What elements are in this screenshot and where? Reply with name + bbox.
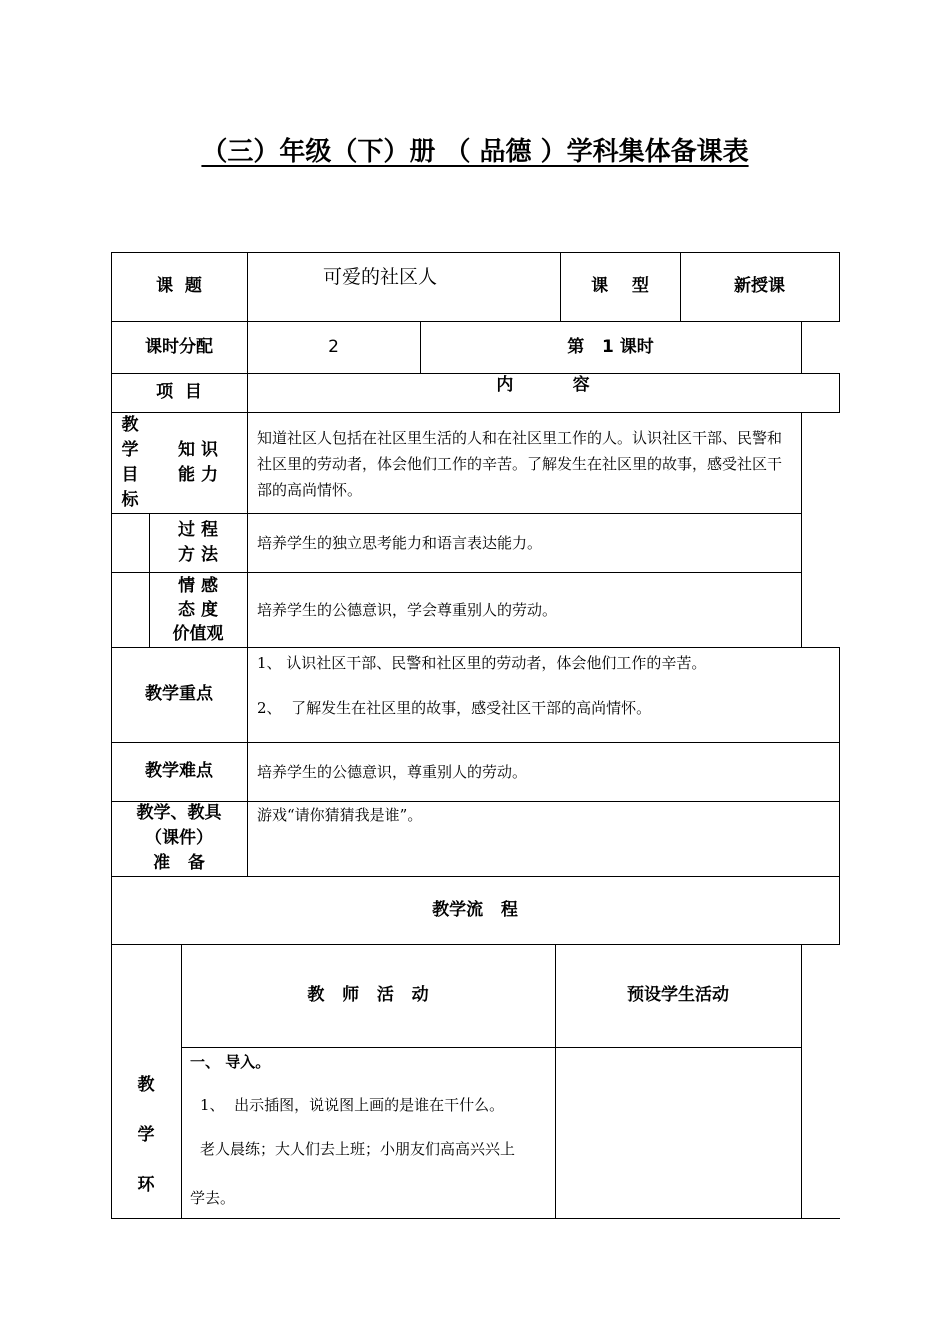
current-hour: 第 1 课时: [567, 336, 654, 357]
page-title: （三）年级（下）册 （ 品德 ）学科集体备课表: [201, 137, 749, 167]
difficulty-label: 教学难点: [145, 761, 213, 782]
prep-text: 游戏“请你猜猜我是谁”。: [257, 806, 423, 824]
table-border: [181, 1047, 801, 1048]
content-header: 内 容: [496, 374, 590, 395]
difficulty-text: 培养学生的公德意识，尊重别人的劳动。: [257, 763, 528, 781]
topic-label: 课 题: [156, 276, 202, 297]
teacher-activity-header: 教 师 活 动: [307, 985, 429, 1006]
knowledge-text: 知道社区人包括在社区里生活的人和在社区里工作的人。认识社区干部、民警和社区里的劳动者，体会他们工作的辛苦。了解发生在社区里的故事，感受社区干部的高尚情怀。: [257, 429, 783, 499]
objectives-group-label: 教 学 目 标: [121, 414, 139, 510]
item-header: 项 目: [156, 382, 202, 403]
attitude-label: 情 感 态 度 价值观: [172, 575, 224, 644]
hours-label: 课时分配: [145, 336, 213, 357]
teacher-activity-line: 学去。: [190, 1189, 236, 1207]
prep-label: 教学、教具 （课件） 准 备: [136, 803, 222, 873]
teacher-activity-line: 老人晨练；大人们去上班；小朋友们高高兴兴上: [200, 1140, 516, 1158]
table-border: [839, 373, 840, 413]
table-border: [111, 1218, 840, 1219]
teacher-activity-line: 1、 出示插图，说说图上画的是谁在干什么。: [200, 1096, 505, 1114]
student-activity-header: 预设学生活动: [627, 985, 729, 1006]
type-label: 课 型: [591, 276, 649, 297]
key-points-label: 教学重点: [145, 684, 213, 705]
process-text: 培养学生的独立思考能力和语言表达能力。: [257, 534, 543, 552]
key-point-item: 1、 认识社区干部、民警和社区里的劳动者，体会他们工作的辛苦。: [257, 654, 707, 672]
hours-value: 2: [328, 336, 339, 357]
table-border: [801, 412, 802, 648]
table-border: [801, 321, 802, 374]
teacher-activity-line: 一、 导入。: [190, 1053, 271, 1071]
type-value: 新授课: [734, 276, 785, 297]
knowledge-label: 知 识 能 力: [178, 439, 218, 485]
flow-title: 教学流 程: [432, 899, 518, 920]
process-label: 过 程 方 法: [178, 519, 218, 565]
topic-value: 可爱的社区人: [323, 266, 438, 288]
attitude-text: 培养学生的公德意识，学会尊重别人的劳动。: [257, 601, 558, 619]
table-border: [839, 252, 840, 322]
key-point-item: 2、 了解发生在社区里的故事，感受社区干部的高尚情怀。: [257, 699, 652, 717]
flow-side-label: 教 学 环: [137, 1075, 155, 1195]
table-border: [801, 944, 802, 1219]
table-border: [839, 647, 840, 945]
